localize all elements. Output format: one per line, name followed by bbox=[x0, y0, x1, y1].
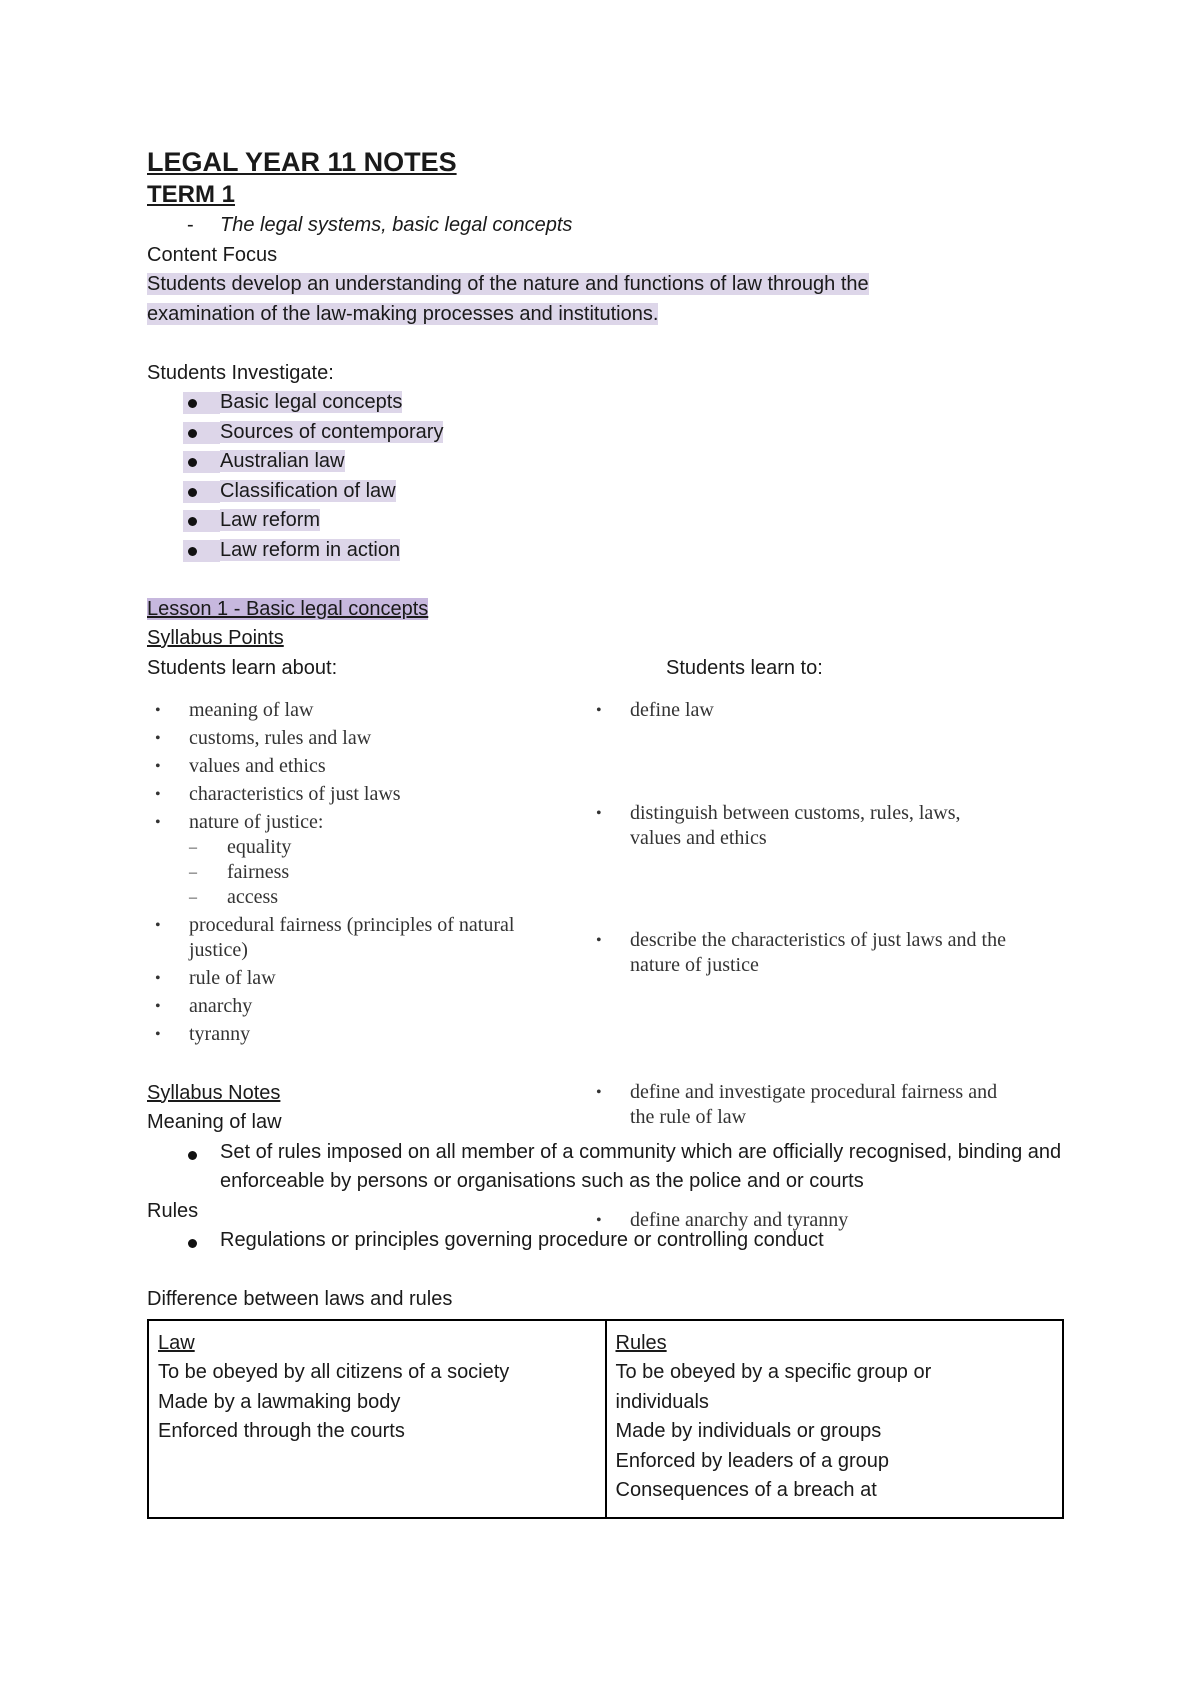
content-focus-label: Content Focus bbox=[147, 243, 278, 266]
rules-list bbox=[147, 1226, 1067, 1256]
lesson-heading: Lesson 1 - Basic legal concepts bbox=[147, 597, 429, 620]
rules-label: Rules bbox=[147, 1199, 199, 1222]
content-focus-line-2: examination of the law-making processes and institutions. bbox=[147, 302, 659, 325]
bullet-icon bbox=[183, 451, 220, 473]
list-item: Regulations or principles governing procedure or controlling conduct bbox=[147, 1226, 1067, 1256]
list-item: Law reform in action bbox=[147, 536, 1067, 566]
list-item: • procedural fairness (principles of natural justice) bbox=[155, 913, 515, 961]
syllabus-notes-label: Syllabus Notes bbox=[147, 1081, 281, 1104]
content-focus-line-1: Students develop an understanding of the nature and functions of law through the bbox=[147, 273, 869, 295]
list-item: Classification of law bbox=[147, 477, 1067, 507]
list-item: • meaning of law bbox=[155, 698, 314, 721]
rules-heading: Rules bbox=[615, 1331, 667, 1354]
sub-list-item: – equality bbox=[189, 835, 292, 858]
law-line: Enforced through the courts bbox=[158, 1420, 405, 1442]
learn-to-column bbox=[588, 690, 1008, 1231]
term-heading: TERM 1 bbox=[147, 181, 236, 208]
meaning-list bbox=[147, 1138, 1067, 1197]
list-item: Law reform bbox=[147, 506, 1067, 536]
rules-line: Enforced by leaders of a group bbox=[615, 1449, 890, 1472]
bullet-icon bbox=[183, 510, 220, 532]
investigate-list bbox=[147, 388, 1067, 565]
list-item: Sources of contemporary bbox=[147, 418, 1067, 448]
sub-list-item: – fairness bbox=[189, 860, 290, 883]
list-item: • define anarchy and tyranny bbox=[596, 1208, 849, 1231]
topic-text: The legal systems, basic legal concepts bbox=[220, 214, 573, 236]
list-item: • distinguish between customs, rules, laws, values and ethics bbox=[596, 801, 961, 849]
list-item: Basic legal concepts bbox=[147, 388, 1067, 418]
list-item: • customs, rules and law bbox=[155, 726, 372, 749]
difference-label: Difference between laws and rules bbox=[147, 1288, 453, 1310]
list-item: • nature of justice: bbox=[155, 810, 324, 833]
bullet-icon bbox=[183, 1148, 220, 1170]
learn-to-label: Students learn to: bbox=[666, 656, 823, 679]
list-item: • rule of law bbox=[155, 966, 276, 989]
sub-list-item: – access bbox=[189, 885, 279, 908]
law-line: Made by a lawmaking body bbox=[158, 1390, 401, 1413]
list-item: • describe the characteristics of just laws and the nature of justice bbox=[596, 928, 1006, 976]
law-heading: Law bbox=[158, 1331, 195, 1354]
syllabus-columns-header bbox=[147, 654, 1067, 684]
list-item: • anarchy bbox=[155, 994, 253, 1017]
rules-line: Made by individuals or groups bbox=[615, 1420, 882, 1442]
rules-line: To be obeyed by a specific group or bbox=[615, 1361, 932, 1383]
bullet-icon bbox=[183, 422, 220, 444]
list-item: • tyranny bbox=[155, 1022, 251, 1045]
list-item: Set of rules imposed on all member of a community which are officially recognised, binding and enforceable by persons or organisations such as the police and or courts bbox=[147, 1138, 1067, 1197]
document-page bbox=[147, 145, 1067, 1519]
rules-cell bbox=[606, 1320, 1064, 1518]
law-line: To be obeyed by all citizens of a society bbox=[158, 1361, 510, 1383]
list-item: • characteristics of just laws bbox=[155, 782, 401, 805]
learn-about-label: Students learn about: bbox=[147, 656, 338, 679]
list-item: • values and ethics bbox=[155, 754, 326, 777]
bullet-icon bbox=[183, 1236, 220, 1258]
rules-line: individuals bbox=[615, 1390, 709, 1413]
law-vs-rules-table bbox=[147, 1319, 1064, 1519]
learn-about-column bbox=[147, 690, 567, 1047]
document-title: LEGAL YEAR 11 NOTES bbox=[147, 147, 457, 177]
syllabus-points-label: Syllabus Points bbox=[147, 627, 284, 649]
meaning-of-law-label: Meaning of law bbox=[147, 1111, 282, 1133]
bullet-icon bbox=[183, 481, 220, 503]
list-item: • define law bbox=[596, 698, 714, 721]
investigate-label: Students Investigate: bbox=[147, 361, 334, 384]
law-cell bbox=[148, 1320, 606, 1518]
bullet-icon bbox=[183, 540, 220, 562]
bullet-icon bbox=[183, 392, 220, 414]
rules-line: Consequences of a breach at bbox=[615, 1479, 877, 1501]
list-item: Australian law bbox=[147, 447, 1067, 477]
dash-marker: - bbox=[187, 214, 194, 236]
list-item: • define and investigate procedural fairness and the rule of law bbox=[596, 1080, 998, 1128]
topic-line bbox=[147, 211, 1067, 241]
